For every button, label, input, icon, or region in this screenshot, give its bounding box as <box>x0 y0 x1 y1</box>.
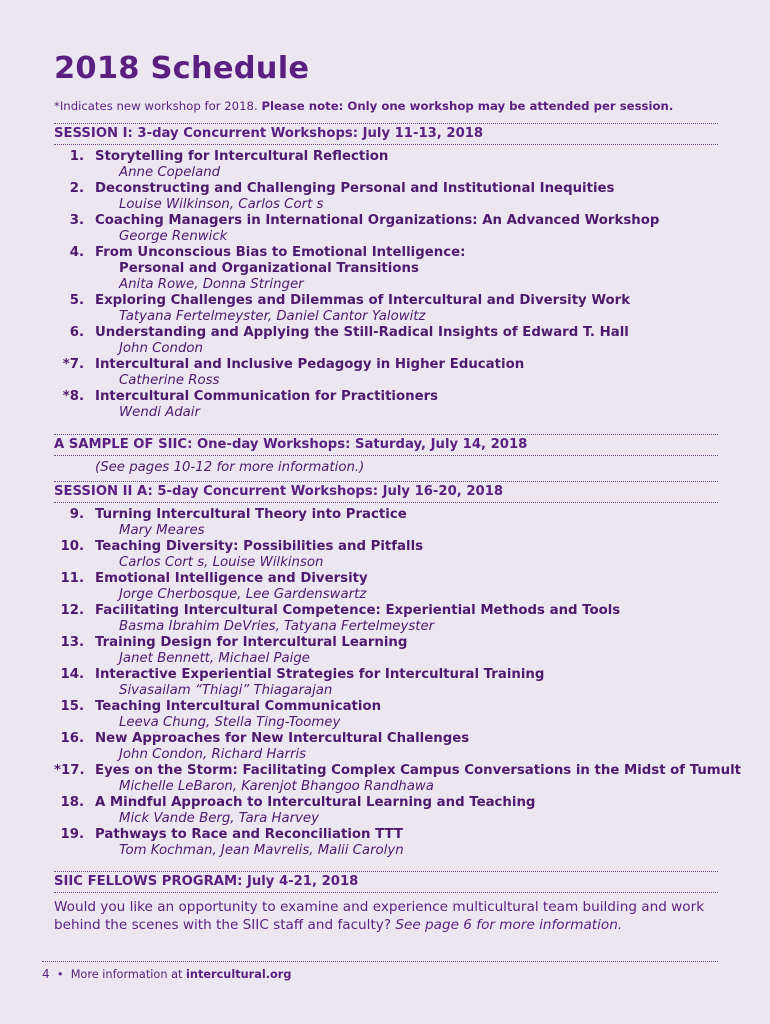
workshop-number: 2. <box>69 181 84 196</box>
fellows-page-ref: See page 6 for more information. <box>395 917 623 933</box>
workshop-title-row <box>54 731 718 747</box>
workshop-title: Turning Intercultural Theory into Practice <box>95 507 407 522</box>
workshop-number: 12. <box>60 603 84 618</box>
new-workshop-note <box>54 98 718 114</box>
sample-note: (See pages 10-12 for more information.) <box>95 460 365 475</box>
workshop-authors: Anne Copeland <box>119 165 221 180</box>
workshop-authors: Jorge Cherbosque, Lee Gardenswartz <box>119 587 367 602</box>
workshop-number: 5. <box>69 293 84 308</box>
workshop-item <box>54 731 718 763</box>
bullet: • <box>56 968 64 981</box>
workshop-title: Emotional Intelligence and Diversity <box>95 571 368 586</box>
workshop-number: 13. <box>60 635 84 650</box>
sample-section <box>54 434 718 477</box>
workshop-title: A Mindful Approach to Intercultural Learning and Teaching <box>95 795 536 810</box>
workshop-number: 14. <box>60 667 84 682</box>
divider <box>54 455 718 456</box>
workshop-title-row <box>54 245 718 261</box>
session-2-header: SESSION II A: 5-day Concurrent Workshops: July 16-20, 2018 <box>54 484 504 499</box>
workshop-item <box>54 389 718 421</box>
workshop-authors: Carlos Cort s, Louise Wilkinson <box>119 555 324 570</box>
workshop-authors: Leeva Chung, Stella Ting-Toomey <box>119 715 341 730</box>
workshop-item <box>54 635 718 667</box>
workshop-title: Exploring Challenges and Dilemmas of Intercultural and Diversity Work <box>95 293 631 308</box>
workshop-authors: Basma Ibrahim DeVries, Tatyana Fertelmeyster <box>119 619 435 634</box>
session-1-list <box>54 149 718 421</box>
note-text: *Indicates new workshop for 2018. <box>54 99 262 113</box>
workshop-authors: Louise Wilkinson, Carlos Cort s <box>119 197 324 212</box>
workshop-number: 16. <box>60 731 84 746</box>
workshop-authors: John Condon <box>119 341 203 356</box>
workshop-title: Intercultural Communication for Practitioners <box>95 389 439 404</box>
divider <box>54 892 718 893</box>
workshop-title-row <box>54 795 718 811</box>
workshop-title-row <box>54 507 718 523</box>
workshop-title-row <box>54 539 718 555</box>
workshop-item <box>54 293 718 325</box>
workshop-number: 9. <box>69 507 84 522</box>
workshop-number: 3. <box>69 213 84 228</box>
workshop-item <box>54 603 718 635</box>
session-1-header: SESSION I: 3-day Concurrent Workshops: July 11-13, 2018 <box>54 126 484 141</box>
session-2 <box>54 481 742 859</box>
workshop-title: Teaching Diversity: Possibilities and Pitfalls <box>95 539 424 554</box>
workshop-authors: Mary Meares <box>119 523 205 538</box>
workshop-item <box>54 245 718 293</box>
workshop-title-row <box>54 213 718 229</box>
workshop-item <box>54 795 718 827</box>
workshop-title: Coaching Managers in International Organizations: An Advanced Workshop <box>95 213 660 228</box>
workshop-item <box>54 357 718 389</box>
page-number: 4 <box>42 967 50 981</box>
workshop-authors: Janet Bennett, Michael Paige <box>119 651 310 666</box>
page-title: 2018 Schedule <box>54 51 310 86</box>
workshop-authors: George Renwick <box>119 229 228 244</box>
workshop-title-row <box>54 149 718 165</box>
workshop-item <box>54 181 718 213</box>
schedule-page <box>54 50 742 934</box>
workshop-number: 11. <box>60 571 84 586</box>
workshop-number: *7. <box>62 357 84 372</box>
workshop-title-row <box>54 571 718 587</box>
fellows-section <box>54 871 718 934</box>
note-bold: Please note: Only one workshop may be attended per session. <box>261 99 674 113</box>
workshop-title-row <box>54 293 718 309</box>
workshop-authors: Catherine Ross <box>119 373 220 388</box>
workshop-item <box>54 149 718 181</box>
workshop-title-row <box>54 699 718 715</box>
workshop-title: Pathways to Race and Reconciliation TTT <box>95 827 403 842</box>
workshop-authors: Sivasailam “Thiagi” Thiagarajan <box>119 683 333 698</box>
workshop-subtitle: Personal and Organizational Transitions <box>119 261 419 276</box>
workshop-item <box>54 763 742 795</box>
workshop-number: *17. <box>54 763 85 778</box>
workshop-title: Intercultural and Inclusive Pedagogy in Higher Education <box>95 357 525 372</box>
workshop-title-row <box>54 667 718 683</box>
sample-header: A SAMPLE OF SIIC: One-day Workshops: Saturday, July 14, 2018 <box>54 437 528 452</box>
workshop-authors: Michelle LeBaron, Karenjot Bhangoo Randhawa <box>119 779 434 794</box>
workshop-authors: Tatyana Fertelmeyster, Daniel Cantor Yalowitz <box>119 309 426 324</box>
workshop-number: 1. <box>69 149 84 164</box>
divider <box>54 502 718 503</box>
workshop-authors: Anita Rowe, Donna Stringer <box>119 277 304 292</box>
workshop-item <box>54 827 718 859</box>
footer-label: More information at <box>70 968 187 981</box>
workshop-title: Deconstructing and Challenging Personal and Institutional Inequities <box>95 181 615 196</box>
workshop-title: From Unconscious Bias to Emotional Intelligence: <box>95 245 466 260</box>
session-1 <box>54 123 718 421</box>
workshop-title-row <box>54 827 718 843</box>
workshop-item <box>54 699 718 731</box>
workshop-title: Facilitating Intercultural Competence: Experiential Methods and Tools <box>95 603 621 618</box>
workshop-number: *8. <box>62 389 84 404</box>
workshop-item <box>54 539 718 571</box>
workshop-title: Understanding and Applying the Still-Radical Insights of Edward T. Hall <box>95 325 629 340</box>
workshop-item <box>54 667 718 699</box>
website-link[interactable]: intercultural.org <box>186 968 292 981</box>
footer-text <box>42 962 718 981</box>
fellows-text: Would you like an opportunity to examine and experience multicultural team building and work behind the scenes with the SIIC staff and faculty? <box>54 899 705 933</box>
workshop-number: 15. <box>60 699 84 714</box>
workshop-title: Eyes on the Storm: Facilitating Complex Campus Conversations in the Midst of Tumult <box>95 763 742 778</box>
workshop-title: Storytelling for Intercultural Reflection <box>95 149 389 164</box>
workshop-authors: John Condon, Richard Harris <box>119 747 307 762</box>
workshop-title: Teaching Intercultural Communication <box>95 699 382 714</box>
session-2-list <box>54 507 742 859</box>
workshop-authors: Tom Kochman, Jean Mavrelis, Malii Carolyn <box>119 843 404 858</box>
workshop-number: 10. <box>60 539 84 554</box>
page-footer <box>42 961 718 981</box>
workshop-number: 4. <box>69 245 84 260</box>
fellows-description <box>54 898 718 934</box>
workshop-authors: Wendi Adair <box>119 405 200 420</box>
workshop-title-row <box>54 603 718 619</box>
workshop-title-row <box>54 763 742 779</box>
workshop-number: 19. <box>60 827 84 842</box>
workshop-item <box>54 213 718 245</box>
fellows-header: SIIC FELLOWS PROGRAM: July 4-21, 2018 <box>54 874 359 889</box>
workshop-title-row <box>54 357 718 373</box>
workshop-title-row <box>54 635 718 651</box>
workshop-title: Training Design for Intercultural Learning <box>95 635 408 650</box>
workshop-title-row <box>54 325 718 341</box>
workshop-item <box>54 325 718 357</box>
workshop-title: Interactive Experiential Strategies for Intercultural Training <box>95 667 545 682</box>
workshop-item <box>54 507 718 539</box>
workshop-item <box>54 571 718 603</box>
workshop-number: 6. <box>69 325 84 340</box>
workshop-title: New Approaches for New Intercultural Challenges <box>95 731 470 746</box>
workshop-authors: Mick Vande Berg, Tara Harvey <box>119 811 319 826</box>
divider <box>54 144 718 145</box>
workshop-title-row <box>54 389 718 405</box>
workshop-title-row <box>54 181 718 197</box>
workshop-number: 18. <box>60 795 84 810</box>
